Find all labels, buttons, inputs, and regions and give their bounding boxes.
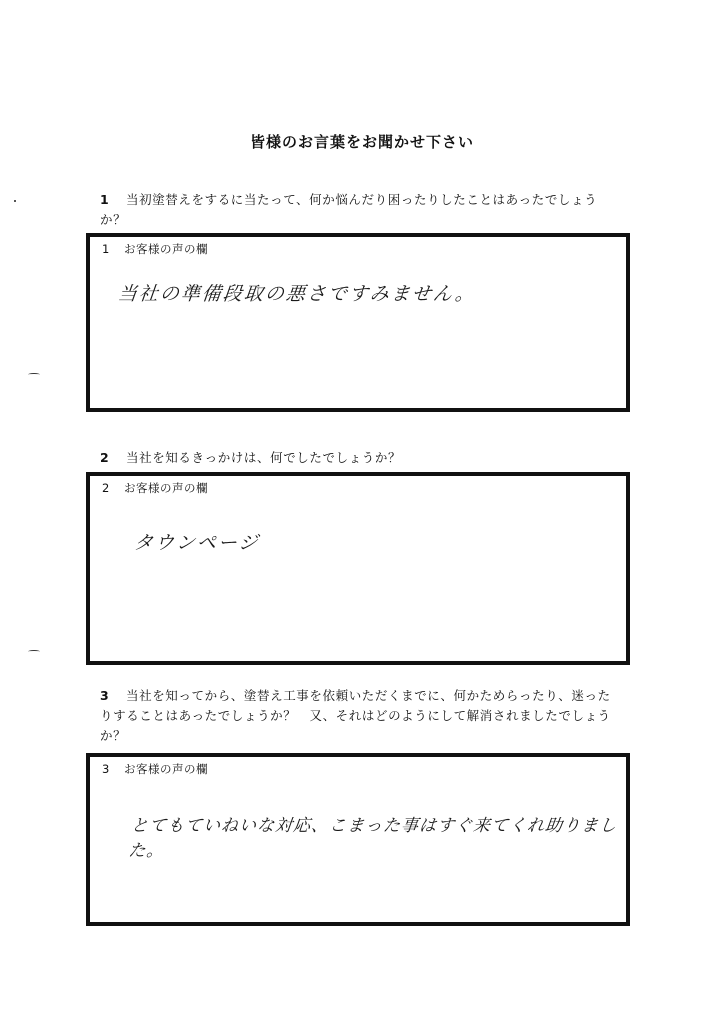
answer-box-3 [86,753,630,926]
box-label-number: 2 [102,481,110,495]
question-text-line: 当社を知るきっかけは、何でしたでしょうか？ [126,450,402,465]
question-2 [100,448,620,468]
answer-box-2 [86,472,630,665]
scan-mark [28,650,40,653]
question-text-line: か？ [100,212,127,227]
question-number: 1 [100,192,110,207]
box-label-number: 3 [102,762,110,776]
scan-mark [28,373,40,376]
box-label-text: お客様の声の欄 [124,481,208,495]
box-label-text: お客様の声の欄 [124,762,208,776]
question-number: 2 [100,450,110,465]
box-label-text: お客様の声の欄 [124,242,208,256]
box-label [102,480,208,496]
question-text-line: か？ [100,728,127,743]
handwritten-answer: タウンページ [132,532,261,554]
box-label [102,241,208,257]
handwritten-answer: とてもていねいな対応、こまった事はすぐ来てくれ助りました。 [127,816,619,861]
question-text-line: 当初塗替えをするに当たって、何か悩んだり困ったりしたことはあったでしょう [126,192,598,207]
page-title: 皆様のお言葉をお聞かせ下さい [249,133,474,151]
question-number: 3 [100,688,110,703]
question-3 [100,686,620,746]
box-label [102,761,208,777]
answer-box-1 [86,233,630,412]
question-text-line: 当社を知ってから、塗替え工事を依頼いただくまでに、何かためらったり、迷った [126,688,611,703]
box-label-number: 1 [102,242,110,256]
question-text-line: りすることはあったでしょうか？ 又、それはどのようにして解消されましたでしょう [100,708,611,723]
handwritten-answer: 当社の準備段取の悪さですみません。 [116,283,478,305]
scan-speck [14,200,16,202]
question-1 [100,190,620,230]
